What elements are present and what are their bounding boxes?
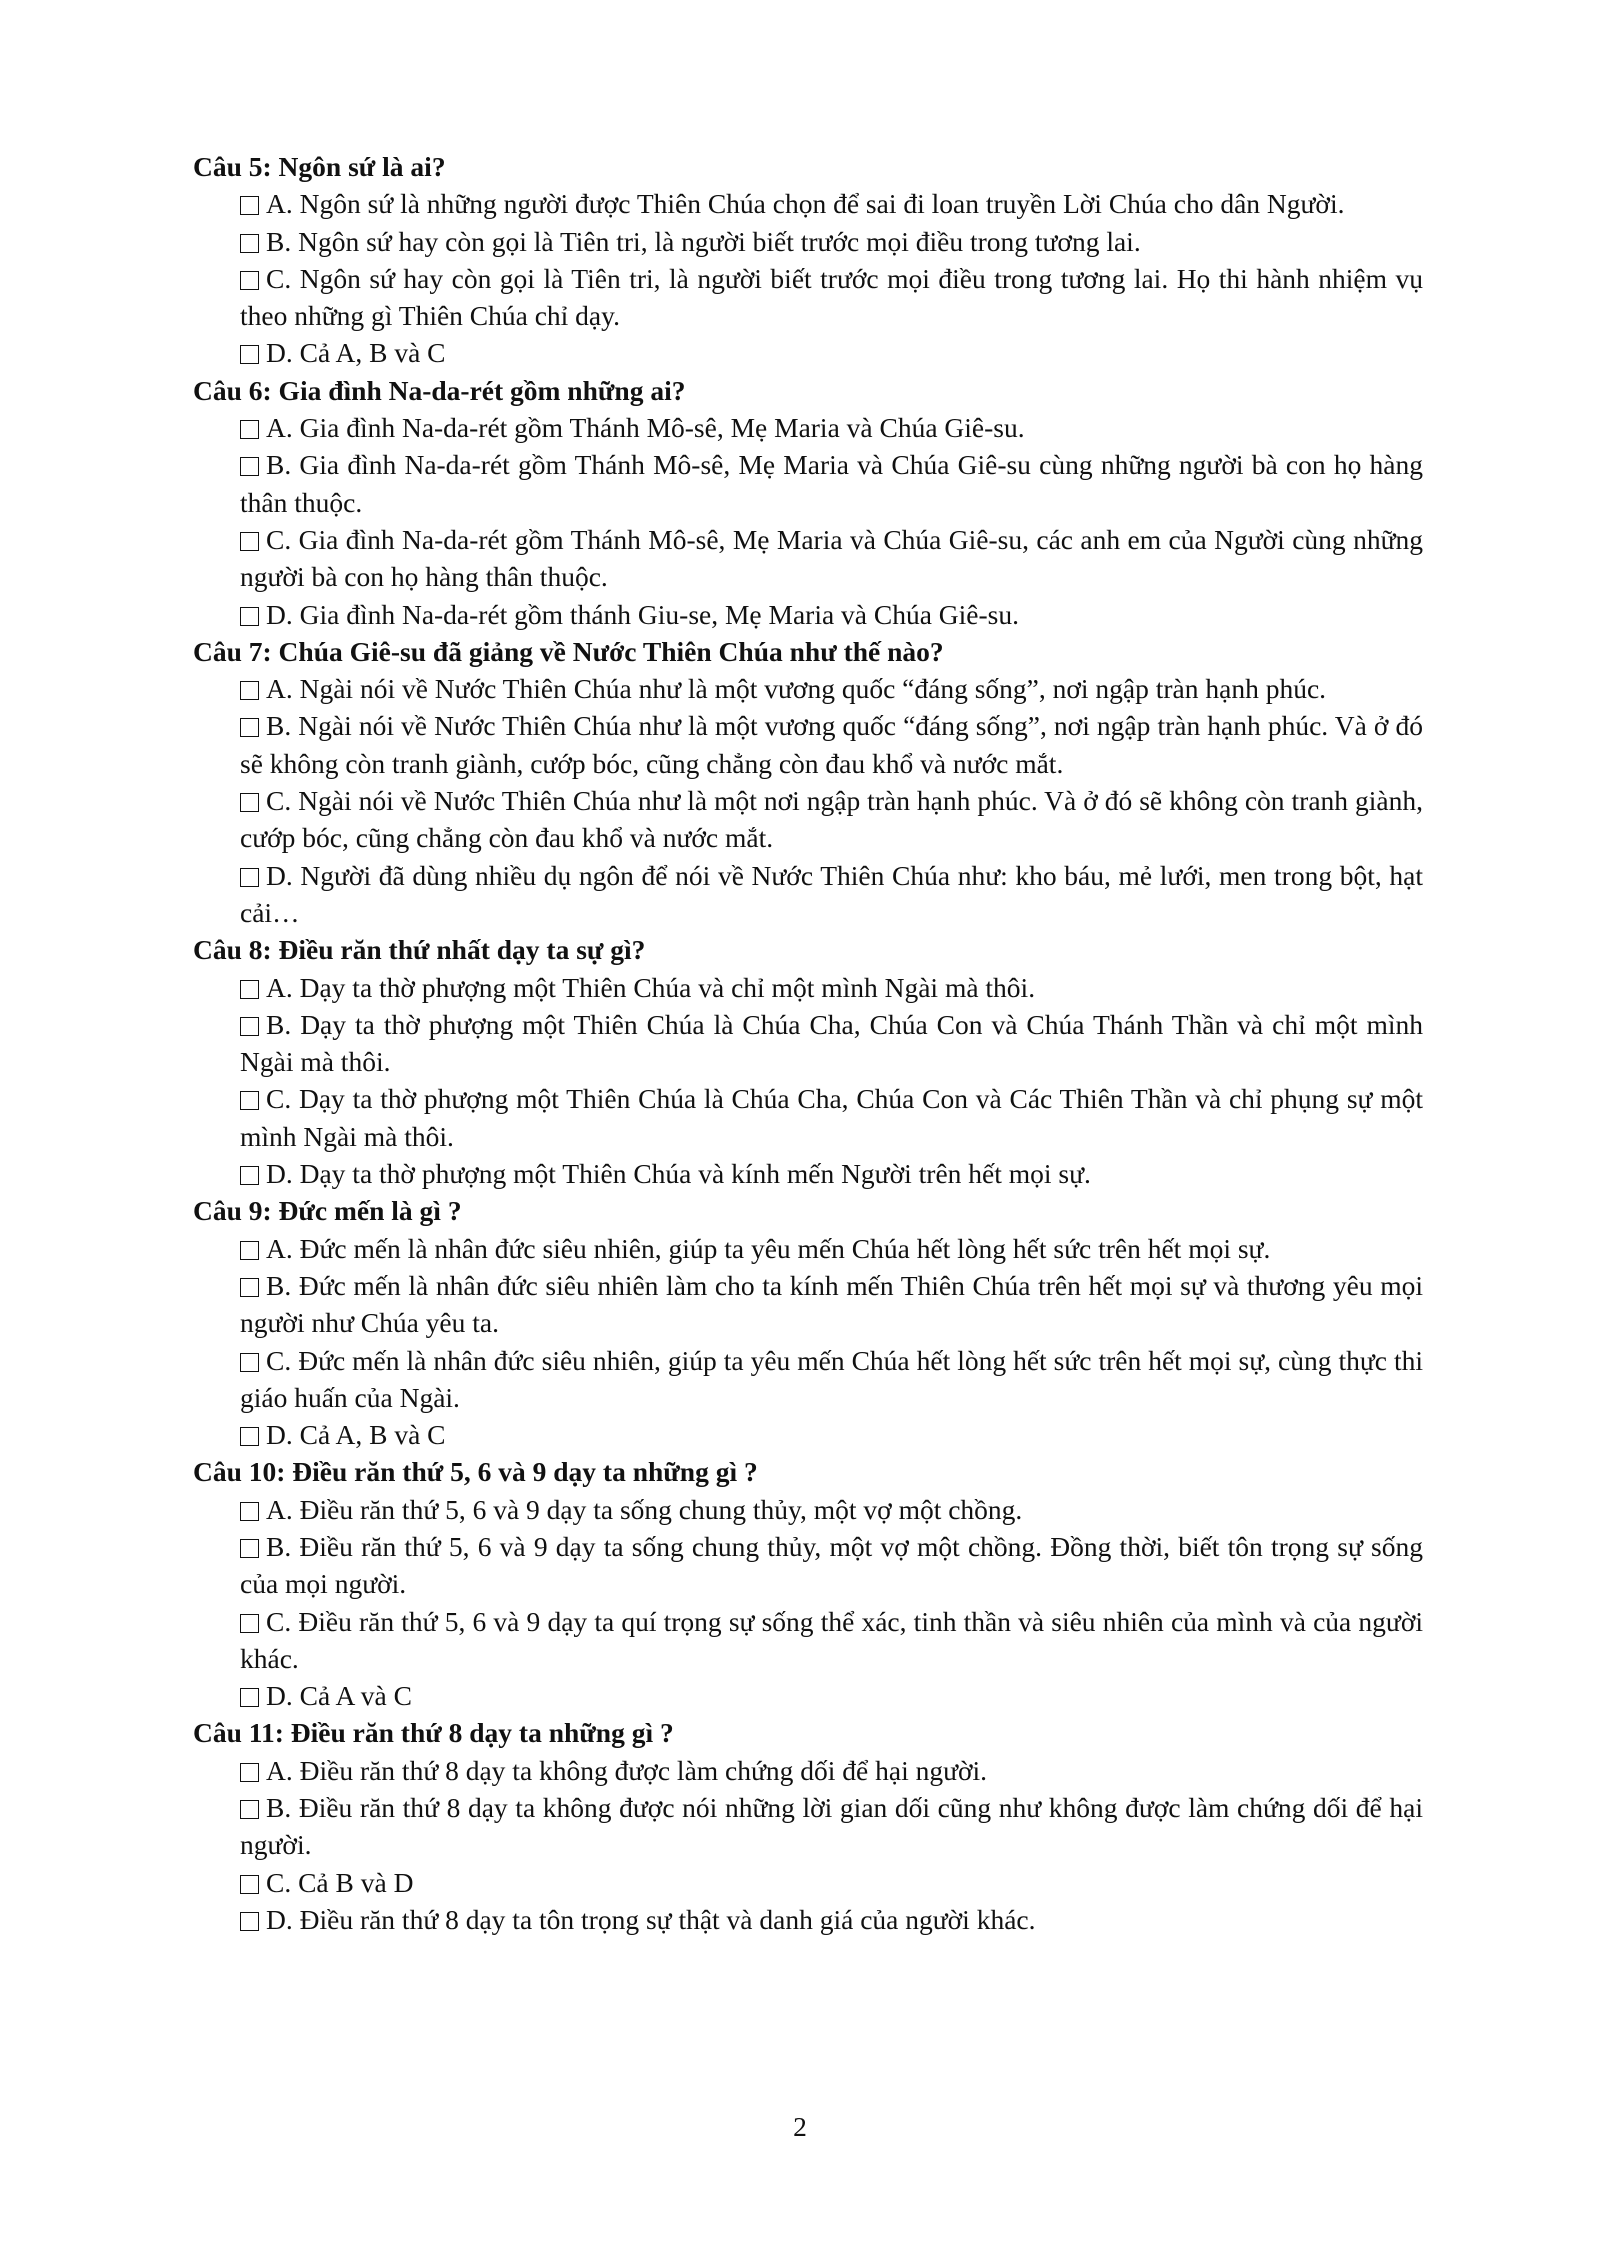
answer-option [240,1491,1423,1528]
answer-option [240,334,1423,371]
answer-text: B. Đức mến là nhân đức siêu nhiên làm cho ta kính mến Thiên Chúa trên hết mọi sự và thương yêu mọi người như Chúa yêu ta. [240,1269,1423,1339]
question-title: Câu 5: Ngôn sứ là ai? [193,151,446,182]
question-title: Câu 6: Gia đình Na-da-rét gồm những ai? [193,374,686,406]
question-block [193,1714,1423,1938]
question-block [193,372,1423,633]
answer-option [240,596,1423,633]
question-title: Câu 10: Điều răn thứ 5, 6 và 9 dạy ta những gì ? [193,1456,758,1488]
checkbox-icon[interactable] [240,1353,259,1372]
checkbox-icon[interactable] [240,1875,259,1894]
checkbox-icon[interactable] [240,1166,259,1185]
answer-text: A. Gia đình Na-da-rét gồm Thánh Mô-sê, Mẹ Maria và Chúa Giê-su. [266,412,1025,444]
answer-option [240,1230,1423,1267]
answer-option [240,446,1423,521]
answer-option [240,1901,1423,1938]
checkbox-icon[interactable] [240,234,259,253]
question-block [193,931,1423,1192]
answer-text: A. Ngài nói về Nước Thiên Chúa như là một vương quốc “đáng sống”, nơi ngập tràn hạnh phúc. [266,673,1327,705]
checkbox-icon[interactable] [240,1241,259,1260]
answer-text: D. Cả A, B và C [266,1419,446,1451]
checkbox-icon[interactable] [240,420,259,439]
answer-text: C. Ngài nói về Nước Thiên Chúa như là một nơi ngập tràn hạnh phúc. Và ở đó sẽ không còn tranh giành, cướp bóc, cũng chẳng còn đau khổ và nước mắt. [240,785,1423,854]
answer-text: C. Cả B và D [266,1866,414,1898]
answer-option [240,707,1423,782]
answer-option [240,1080,1423,1155]
answer-text: A. Đức mến là nhân đức siêu nhiên, giúp ta yêu mến Chúa hết lòng hết sức trên hết mọi sự. [266,1232,1271,1264]
page-number: 2 [793,2111,807,2142]
answer-option [240,1267,1423,1342]
answer-text: C. Ngôn sứ hay còn gọi là Tiên tri, là người biết trước mọi điều trong tương lai. Họ thi hành nhiệm vụ theo những gì Thiên Chúa chỉ dạy. [240,262,1423,332]
answer-option [240,185,1423,222]
answer-option [240,1342,1423,1417]
checkbox-icon[interactable] [240,793,259,812]
question-title: Câu 7: Chúa Giê-su đã giảng về Nước Thiên Chúa như thế nào? [193,635,944,667]
checkbox-icon[interactable] [240,607,259,626]
checkbox-icon[interactable] [240,1614,259,1633]
answer-option [240,969,1423,1006]
answer-text: D. Gia đình Na-da-rét gồm thánh Giu-se, Mẹ Maria và Chúa Giê-su. [266,598,1019,630]
answer-option [240,1528,1423,1603]
checkbox-icon[interactable] [240,532,259,551]
checkbox-icon[interactable] [240,1912,259,1931]
answer-text: A. Dạy ta thờ phượng một Thiên Chúa và chỉ một mình Ngài mà thôi. [266,971,1036,1003]
answer-option [240,521,1423,596]
answer-text: D. Cả A, B và C [266,337,446,369]
question-title: Câu 11: Điều răn thứ 8 dạy ta những gì ? [193,1717,674,1749]
answer-text: D. Điều răn thứ 8 dạy ta tôn trọng sự thật và danh giá của người khác. [266,1903,1036,1935]
answer-text: B. Ngôn sứ hay còn gọi là Tiên tri, là người biết trước mọi điều trong tương lai. [266,225,1141,257]
question-block [193,1192,1423,1453]
answer-text: A. Ngôn sứ là những người được Thiên Chúa chọn để sai đi loan truyền Lời Chúa cho dân Người. [266,188,1345,220]
answer-text: C. Đức mến là nhân đức siêu nhiên, giúp ta yêu mến Chúa hết lòng hết sức trên hết mọi sự, cùng thực thi giáo huấn của Ngài. [240,1344,1423,1413]
checkbox-icon[interactable] [240,345,259,364]
answer-option [240,1752,1423,1789]
answer-option [240,1155,1423,1192]
answer-text: B. Gia đình Na-da-rét gồm Thánh Mô-sê, Mẹ Maria và Chúa Giê-su cùng những người bà con họ hàng thân thuộc. [240,449,1423,518]
answer-text: D. Dạy ta thờ phượng một Thiên Chúa và kính mến Người trên hết mọi sự. [266,1158,1091,1190]
checkbox-icon[interactable] [240,681,259,700]
checkbox-icon[interactable] [240,1091,259,1110]
checkbox-icon[interactable] [240,1800,259,1819]
question-block [193,148,1423,372]
answer-text: C. Gia đình Na-da-rét gồm Thánh Mô-sê, Mẹ Maria và Chúa Giê-su, các anh em của Người cùng những người bà con họ hàng thân thuộc. [240,523,1423,593]
checkbox-icon[interactable] [240,271,259,290]
answer-text: B. Dạy ta thờ phượng một Thiên Chúa là Chúa Cha, Chúa Con và Chúa Thánh Thần và chỉ một mình Ngài mà thôi. [240,1008,1423,1078]
question-title: Câu 8: Điều răn thứ nhất dạy ta sự gì? [193,934,646,966]
question-block [193,1453,1423,1714]
question-block [193,633,1423,931]
answer-text: C. Điều răn thứ 5, 6 và 9 dạy ta quí trọng sự sống thể xác, tinh thần và siêu nhiên của mình và của người khác. [240,1605,1423,1674]
answer-text: B. Điều răn thứ 5, 6 và 9 dạy ta sống chung thủy, một vợ một chồng. Đồng thời, biết tôn trọng sự sống của mọi người. [240,1530,1423,1600]
checkbox-icon[interactable] [240,1427,259,1446]
answer-option [240,223,1423,260]
document-body [193,148,1423,1938]
checkbox-icon[interactable] [240,1763,259,1782]
answer-option [240,409,1423,446]
answer-text: B. Điều răn thứ 8 dạy ta không được nói những lời gian dối cũng như không được làm chứng dối để hại người. [240,1792,1423,1861]
answer-text: D. Người đã dùng nhiều dụ ngôn để nói về Nước Thiên Chúa như: kho báu, mẻ lưới, men trong bột, hạt cải… [240,859,1423,928]
checkbox-icon[interactable] [240,1688,259,1707]
answer-option [240,1864,1423,1901]
answer-option [240,1789,1423,1864]
answer-option [240,1416,1423,1453]
checkbox-icon[interactable] [240,196,259,215]
checkbox-icon[interactable] [240,868,259,887]
answer-option [240,782,1423,857]
answer-text: A. Điều răn thứ 8 dạy ta không được làm chứng dối để hại người. [266,1754,988,1786]
checkbox-icon[interactable] [240,1502,259,1521]
answer-option [240,670,1423,707]
checkbox-icon[interactable] [240,1539,259,1558]
question-title: Câu 9: Đức mến là gì ? [193,1195,462,1227]
answer-text: A. Điều răn thứ 5, 6 và 9 dạy ta sống chung thủy, một vợ một chồng. [266,1493,1023,1525]
checkbox-icon[interactable] [240,1017,259,1036]
checkbox-icon[interactable] [240,457,259,476]
answer-text: B. Ngài nói về Nước Thiên Chúa như là một vương quốc “đáng sống”, nơi ngập tràn hạnh phúc. Và ở đó sẽ không còn tranh giành, cướp bóc, cũng chẳng còn đau khổ và nước mắt. [240,710,1423,779]
answer-text: C. Dạy ta thờ phượng một Thiên Chúa là Chúa Cha, Chúa Con và Các Thiên Thần và chỉ phụng sự một mình Ngài mà thôi. [240,1083,1423,1152]
answer-option [240,1006,1423,1081]
answer-option [240,260,1423,335]
answer-option [240,1677,1423,1714]
checkbox-icon[interactable] [240,1278,259,1297]
answer-option [240,1603,1423,1678]
answer-text: D. Cả A và C [266,1680,412,1712]
answer-option [240,857,1423,932]
checkbox-icon[interactable] [240,980,259,999]
checkbox-icon[interactable] [240,718,259,737]
